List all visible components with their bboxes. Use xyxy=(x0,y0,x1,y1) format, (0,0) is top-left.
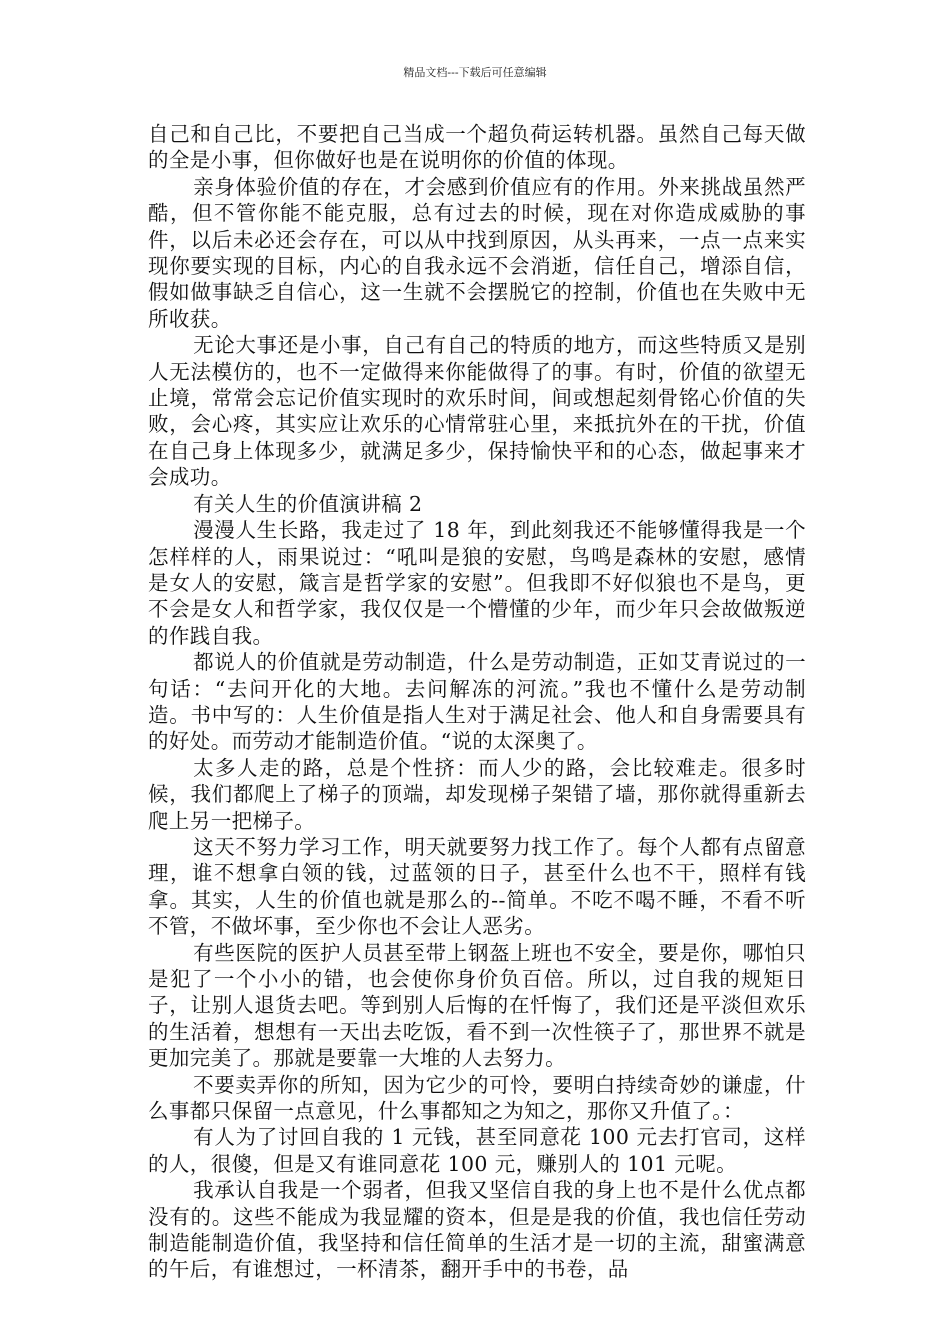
paragraph: 有些医院的医护人员甚至带上钢盔上班也不安全，要是你，哪怕只是犯了一个小小的错，也会使你身价负百倍。所以，过自我的规矩日子，让别人退货去吧。等到别人后悔的在忏悔了，我们还是平淡但欢乐的生活着，想想有一天出去吃饭，看不到一次性筷子了，那世界不就是更加完美了。那就是要靠一大堆的人去努力。 xyxy=(148,940,806,1071)
paragraph: 有人为了讨回自我的 1 元钱，甚至同意花 100 元去打官司，这样的人，很傻，但是又有谁同意花 100 元，赚别人的 101 元呢。 xyxy=(148,1125,806,1176)
paragraph: 自己和自己比，不要把自己当成一个超负荷运转机器。虽然自己每天做的全是小事，但你做好也是在说明你的价值的体现。 xyxy=(148,122,806,173)
paragraph: 这天不努力学习工作，明天就要努力找工作了。每个人都有点留意理，谁不想拿白领的钱，过蓝领的日子，甚至什么也不干，照样有钱拿。其实，人生的价值也就是那么的--简单。不吃不喝不睡，不看不听不管，不做坏事，至少你也不会让人恶劣。 xyxy=(148,834,806,939)
section-heading: 有关人生的价值演讲稿 2 xyxy=(193,491,423,516)
page-header: 精品文档---下载后可任意编辑 xyxy=(403,66,547,79)
paragraph: 亲身体验价值的存在，才会感到价值应有的作用。外来挑战虽然严酷，但不管你能不能克服，总有过去的时候，现在对你造成威胁的事件，以后未必还会存在，可以从中找到原因，从头再来，一点一点来实现你要实现的目标，内心的自我永远不会消逝，信任自己，增添自信，假如做事缺乏自信心，这一生就不会摆脱它的控制，价值也在失败中无所收获。 xyxy=(148,174,806,331)
paragraph: 都说人的价值就是劳动制造，什么是劳动制造，正如艾青说过的一句话：“去问开化的大地。去问解冻的河流。”我也不懂什么是劳动制造。书中写的：人生价值是指人生对于满足社会、他人和自身需要具有的好处。而劳动才能制造价值。“说的太深奥了。 xyxy=(148,650,806,754)
paragraph: 不要卖弄你的所知，因为它少的可怜，要明白持续奇妙的谦虚，什么事都只保留一点意见，什么事都知之为知之，那你又升值了。： xyxy=(148,1072,806,1124)
document-body xyxy=(148,121,806,1283)
paragraph: 我承认自我是一个弱者，但我又坚信自我的身上也不是什么优点都没有的。这些不能成为我显耀的资本，但是是我的价值，我也信任劳动制造能制造价值，我坚持和信任简单的生活才是一切的主流，甜蜜满意的午后，有谁想过，一杯清茶，翻开手中的书卷，品 xyxy=(148,1178,806,1282)
paragraph: 太多人走的路，总是个性挤：而人少的路，会比较难走。很多时候，我们都爬上了梯子的顶端，却发现梯子架错了墙，那你就得重新去爬上另一把梯子。 xyxy=(148,755,806,833)
paragraph: 无论大事还是小事，自己有自己的特质的地方，而这些特质又是别人无法模仿的，也不一定做得来你能做得了的事。有时，价值的欲望无止境，常常会忘记价值实现时的欢乐时间，间或想起刻骨铭心价值的失败，会心疼，其实应让欢乐的心情常驻心里，来抵抗外在的干扰，价值在自己身上体现多少，就满足多少，保持愉快平和的心态，做起事来才会成功。 xyxy=(148,333,806,490)
paragraph: 漫漫人生长路，我走过了 18 年，到此刻我还不能够懂得我是一个怎样样的人，雨果说过：“吼叫是狼的安慰，鸟鸣是森林的安慰，感情是女人的安慰，箴言是哲学家的安慰”。但我即不好似狼也不是鸟，更不会是女人和哲学家，我仅仅是一个懵懂的少年，而少年只会故做叛逆的作践自我。 xyxy=(148,518,806,648)
